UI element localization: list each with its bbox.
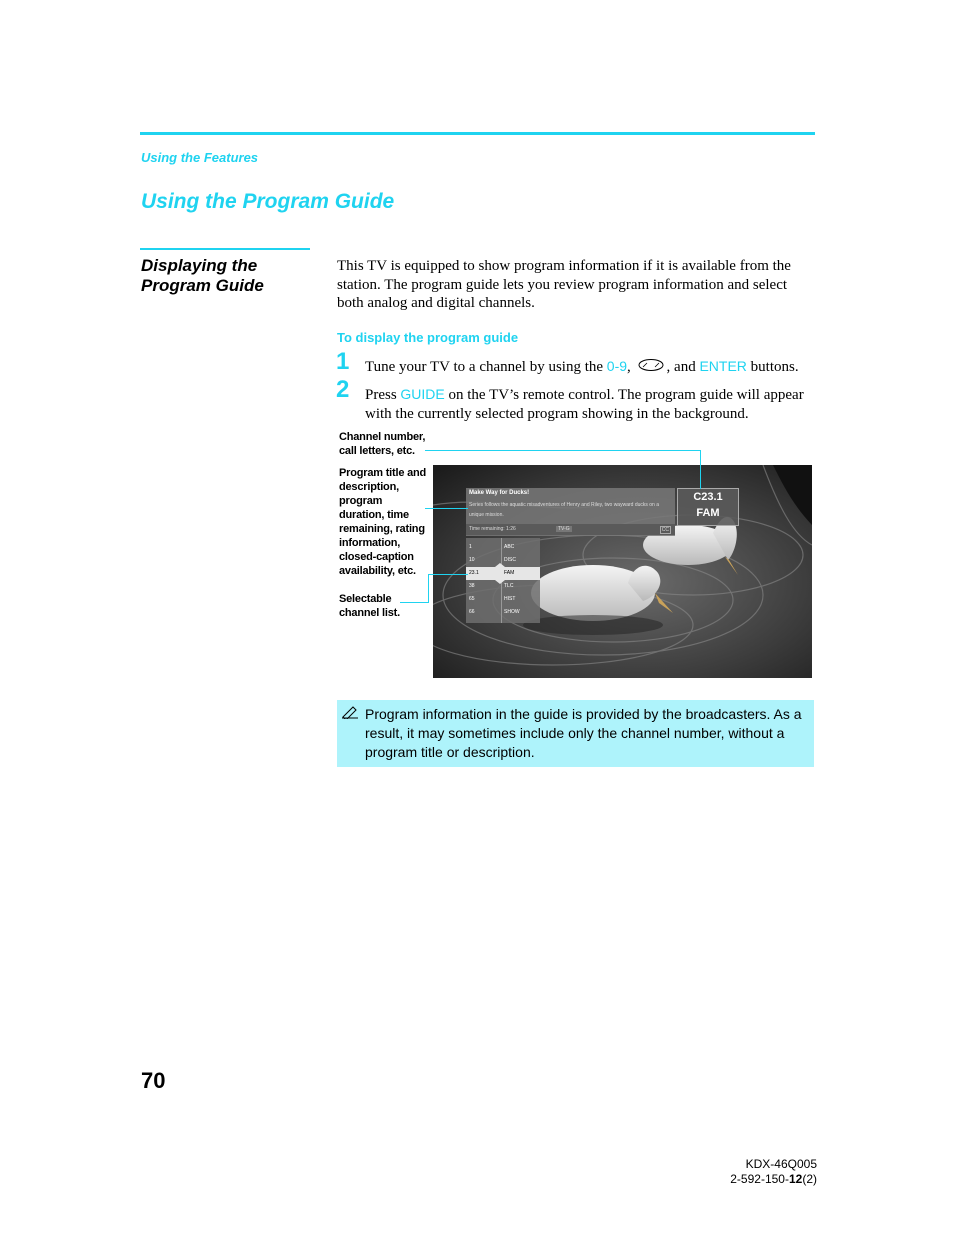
callout-line: Channel number, (339, 431, 426, 443)
part-bold: 12 (788, 1172, 803, 1186)
list-item-name: ABC (504, 544, 515, 550)
list-item-name: TLC (504, 583, 514, 589)
joystick-button-icon (637, 358, 665, 378)
subsection-heading-line1: Displaying the (141, 256, 258, 275)
step-1-text (365, 357, 825, 377)
step-1-text-after: buttons. (746, 359, 799, 375)
callout-line: call letters, etc. (339, 445, 415, 457)
program-status-bar (466, 524, 675, 535)
list-item-number: 65 (469, 596, 475, 602)
callout-line: Selectable (339, 593, 392, 605)
callout-line: duration, time (339, 509, 409, 521)
callout-channel-list (339, 592, 400, 620)
leader-line-list-rise (428, 574, 429, 603)
part-prefix: 2-592-150- (730, 1172, 789, 1186)
list-item-number: 23.1 (469, 570, 479, 576)
cc-badge: CC (661, 527, 669, 533)
program-info-panel (466, 488, 675, 536)
leader-line-list-top (428, 574, 468, 575)
callout-channel-info (339, 430, 425, 458)
header-rule (140, 132, 815, 135)
page-title: Using the Program Guide (141, 190, 395, 213)
list-item-name: FAM (504, 570, 515, 576)
callout-line: remaining, rating (339, 523, 425, 535)
callout-line: closed-caption (339, 551, 414, 563)
subheading-rule (140, 248, 310, 250)
subsection-heading (141, 256, 311, 296)
list-item-number: 10 (469, 557, 475, 563)
program-title: Make Way for Ducks! (469, 490, 530, 496)
step-2-text-after: on the TV’s remote control. The program guide will appear with the currently selected program showing in the background. (365, 387, 804, 422)
button-enter: ENTER (699, 358, 747, 374)
model-number: KDX-46Q005 (745, 1157, 817, 1171)
time-remaining: Time remaining: 1:26 (469, 526, 516, 532)
list-item-name: DISC (504, 557, 516, 563)
procedure-heading: To display the program guide (337, 330, 519, 345)
list-item[interactable] (466, 541, 540, 554)
step-2-number: 2 (336, 376, 350, 403)
part-number (730, 1172, 817, 1187)
tv-screen-figure (433, 465, 812, 678)
callout-line: program (339, 495, 383, 507)
channel-number: C23.1 (693, 491, 723, 503)
list-item-name: SHOW (504, 609, 520, 615)
step-1-text-before: Tune your TV to a channel by using the (365, 359, 607, 375)
list-item-number: 38 (469, 583, 475, 589)
step-1-number: 1 (336, 348, 350, 375)
list-item-name: HIST (504, 596, 516, 602)
callout-program-info (339, 466, 426, 578)
leader-line-channel (425, 450, 701, 451)
list-item-number: 1 (469, 544, 472, 550)
step-2-text (365, 385, 815, 423)
scroll-up-arrow-icon (495, 563, 505, 567)
call-letters: FAM (696, 507, 720, 519)
button-0-9: 0-9 (606, 358, 628, 374)
part-suffix: (2) (802, 1172, 817, 1186)
footer-model-info (730, 1157, 817, 1187)
step-1-text-middle: , and (666, 359, 700, 375)
button-guide: GUIDE (400, 386, 445, 402)
note-text: Program information in the guide is provided by the broadcasters. As a result, it may sometimes include only the channel number, without a program title or description. (365, 706, 802, 760)
leader-line-channel-drop (700, 450, 701, 489)
callout-line: Program title and (339, 467, 427, 479)
list-item-selected[interactable] (466, 567, 540, 580)
section-label: Using the Features (141, 150, 259, 165)
pencil-note-icon (341, 705, 359, 722)
subsection-heading-line2: Program Guide (141, 276, 264, 295)
rating-badge: TV-G (558, 526, 570, 532)
page-number: 70 (141, 1068, 166, 1093)
list-item[interactable] (466, 593, 540, 606)
callout-line: availability, etc. (339, 565, 416, 577)
scroll-down-arrow-icon (495, 580, 505, 584)
leader-line-list (400, 602, 429, 603)
callout-line: description, (339, 481, 399, 493)
callout-line: channel list. (339, 607, 400, 619)
intro-paragraph: This TV is equipped to show program information if it is available from the station. The program guide lets you review program information and select both analog and digital channels. (337, 258, 791, 311)
callout-line: information, (339, 537, 401, 549)
program-description: Series follows the aquatic misadventures of Henry and Riley, two wayward ducks on a unique mission. (469, 502, 659, 518)
step-1-comma: , (627, 359, 631, 375)
channel-badge (677, 488, 739, 526)
step-2-text-before: Press (365, 387, 401, 403)
list-item[interactable] (466, 606, 540, 619)
leader-line-program (425, 508, 468, 509)
channel-list (466, 538, 540, 623)
list-item-number: 66 (469, 609, 475, 615)
